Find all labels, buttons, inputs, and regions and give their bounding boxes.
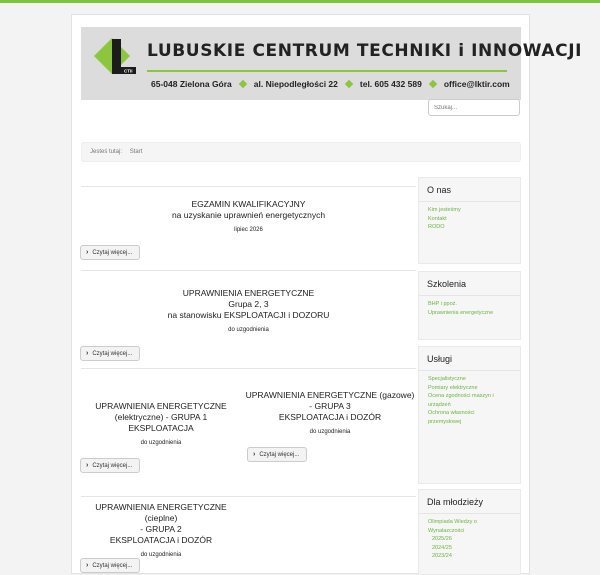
sidebar-link[interactable]: Uprawnienia energetyczne: [428, 309, 494, 316]
sidebar-link[interactable]: 2024/25: [432, 544, 452, 551]
sidebar-link[interactable]: przemysłowej: [428, 418, 462, 425]
read-more-button[interactable]: [80, 458, 140, 473]
top-accent-line: [0, 0, 600, 3]
article-grupa-2: [81, 502, 241, 558]
sidebar-link[interactable]: RODO: [428, 224, 445, 230]
article-title-line: EKSPLOATACJA i DOZÓR: [109, 535, 213, 545]
header-banner[interactable]: [81, 27, 583, 100]
read-more-label: Czytaj więcej...: [92, 463, 133, 469]
title-underline: [147, 70, 507, 72]
street: al. Niepodległości 22: [253, 79, 338, 89]
article-grupa-1: [81, 401, 241, 446]
article-egzamin: [81, 199, 416, 233]
sidebar-link[interactable]: Kim jesteśmy: [428, 207, 461, 213]
diamond-icon: [429, 80, 437, 88]
diamond-icon: [345, 80, 353, 88]
sidebar-link[interactable]: Ocena zgodności maszyn i: [428, 393, 494, 399]
contact-line: [151, 79, 510, 89]
sidebar-link[interactable]: Pomiary elektryczne: [428, 384, 478, 391]
sidebar-link[interactable]: urządzeń: [428, 401, 451, 408]
breadcrumb-current: Start: [129, 149, 143, 155]
sidebar-link[interactable]: Wynalazczości: [428, 527, 465, 534]
article-title-line: Grupa 2, 3: [228, 299, 269, 309]
article-title-line: na stanowisku EKSPLOATACJI i DOZORU: [167, 310, 330, 320]
email[interactable]: office@lktir.com: [443, 79, 510, 89]
sidebar-link[interactable]: Specjalistyczne: [428, 376, 466, 382]
article-title-line: UPRAWNIENIA ENERGETYCZNE (gazowe): [245, 390, 415, 400]
site-title: LUBUSKIE CENTRUM TECHNIKI i INNOWACJI: [147, 41, 583, 61]
article-title-line: UPRAWNIENIA ENERGETYCZNE: [182, 288, 315, 298]
sidebar-link[interactable]: Kontakt: [428, 215, 447, 222]
sidebar-link[interactable]: 2023/24: [432, 553, 452, 559]
chevron-right-icon: ›: [86, 562, 89, 569]
sidebar-link[interactable]: Olimpiada Wiedzy o: [428, 519, 477, 525]
chevron-right-icon: ›: [253, 451, 256, 458]
sidebar-link[interactable]: Ochrona własności: [428, 410, 475, 416]
read-more-button[interactable]: [247, 447, 307, 462]
module-title: Dla młodzieży: [419, 490, 520, 514]
read-more-label: Czytaj więcej...: [259, 452, 300, 458]
article-grupa-3: [244, 390, 416, 435]
article-date: lipiec 2026: [234, 227, 263, 233]
article-uprawnienia-2-3: [81, 288, 416, 333]
divider: [81, 496, 416, 497]
read-more-label: Czytaj więcej...: [92, 351, 133, 357]
search-input[interactable]: [428, 99, 520, 116]
sidebar-module-uslugi: [418, 346, 521, 484]
sidebar-link[interactable]: BHP i ppoż.: [428, 301, 457, 307]
sidebar-module-dla-mlodziezy: [418, 489, 521, 575]
article-title-line: EKSPLOATACJA i DOZÓR: [278, 412, 382, 422]
article-date: do uzgodnienia: [140, 440, 182, 446]
article-title-line: - GRUPA 2: [140, 524, 182, 534]
chevron-right-icon: ›: [86, 249, 89, 256]
article-title-line: EGZAMIN KWALIFIKACYJNY: [191, 199, 306, 209]
chevron-right-icon: ›: [86, 462, 89, 469]
module-title: Szkolenia: [419, 272, 520, 296]
diamond-icon: [239, 80, 247, 88]
article-title-line: - GRUPA 3: [309, 401, 351, 411]
article-title-line: EKSPLOATACJA: [128, 423, 194, 433]
divider: [81, 186, 416, 187]
module-title: O nas: [419, 178, 520, 202]
article-title-line: na uzyskanie uprawnień energetycznych: [171, 210, 326, 220]
read-more-label: Czytaj więcej...: [92, 250, 133, 256]
svg-text:CTII: CTII: [124, 68, 133, 74]
sidebar-module-o-nas: [418, 177, 521, 264]
article-title-line: UPRAWNIENIA ENERGETYCZNE (cieplne): [95, 502, 227, 523]
chevron-right-icon: ›: [86, 350, 89, 357]
article-title-line: UPRAWNIENIA ENERGETYCZNE: [95, 401, 227, 411]
breadcrumb-label: Jesteś tutaj:: [90, 149, 123, 155]
module-title: Usługi: [419, 347, 520, 371]
read-more-label: Czytaj więcej...: [92, 563, 133, 569]
breadcrumb: [81, 142, 521, 162]
divider: [81, 368, 416, 369]
sidebar-link[interactable]: 2025/26: [432, 536, 452, 542]
read-more-button[interactable]: [80, 346, 140, 361]
address: 65-048 Zielona Góra: [151, 79, 232, 89]
article-date: do uzgodnienia: [228, 327, 269, 333]
phone: tel. 605 432 589: [359, 79, 422, 89]
divider: [81, 270, 416, 271]
read-more-button[interactable]: [80, 558, 140, 573]
article-date: do uzgodnienia: [309, 429, 351, 435]
sidebar-module-szkolenia: [418, 271, 521, 340]
article-date: do uzgodnienia: [140, 552, 182, 558]
article-title-line: (elektryczne) - GRUPA 1: [114, 412, 208, 422]
page-container: [71, 14, 583, 574]
lctii-logo: [94, 33, 140, 79]
read-more-button[interactable]: [80, 245, 140, 260]
